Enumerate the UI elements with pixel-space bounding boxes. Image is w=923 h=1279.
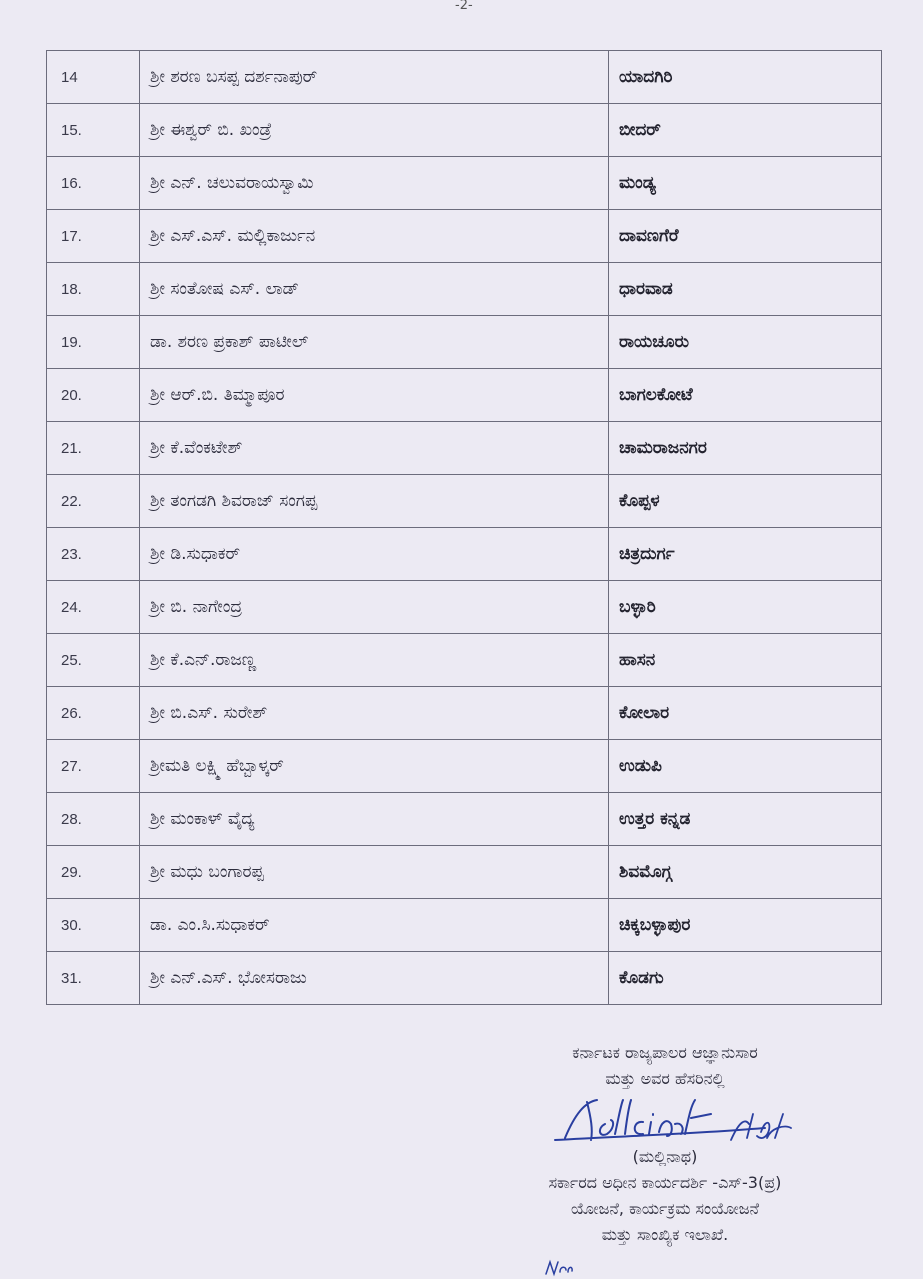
district-name: ಹಾಸನ xyxy=(609,634,882,687)
member-name: ಶ್ರೀ ಡಿ.ಸುಧಾಕರ್ xyxy=(140,528,609,581)
department-line-2: ಮತ್ತು ಸಾಂಖ್ಯಿಕ ಇಲಾಖೆ. xyxy=(601,1225,729,1244)
row-number: 16. xyxy=(47,157,140,210)
table-row xyxy=(47,475,882,528)
member-name: ಶ್ರೀ ಮಧು ಬಂಗಾರಪ್ಪ xyxy=(140,846,609,899)
department-line-1: ಯೋಜನೆ, ಕಾರ್ಯಕ್ರಮ ಸಂಯೋಜನೆ xyxy=(570,1199,760,1218)
district-name: ಬಾಗಲಕೋಟೆ xyxy=(609,369,882,422)
member-name: ಶ್ರೀ ಎಸ್.ಎಸ್. ಮಲ್ಲಿಕಾರ್ಜುನ xyxy=(140,210,609,263)
district-name: ಕೊಪ್ಪಳ xyxy=(609,475,882,528)
designation: ಸರ್ಕಾರದ ಅಧೀನ ಕಾರ್ಯದರ್ಶಿ -ಎಸ್-3(ಪ್ರ) xyxy=(548,1173,782,1192)
page-number: -2- xyxy=(455,0,473,13)
table-row xyxy=(47,369,882,422)
table-row xyxy=(47,528,882,581)
row-number: 18. xyxy=(47,263,140,316)
row-number: 14 xyxy=(47,51,140,104)
member-name: ಶ್ರೀ ಕೆ.ಎನ್.ರಾಜಣ್ಣ xyxy=(140,634,609,687)
row-number: 19. xyxy=(47,316,140,369)
member-name: ಶ್ರೀ ತಂಗಡಗಿ ಶಿವರಾಜ್ ಸಂಗಪ್ಪ xyxy=(140,475,609,528)
authority-line: ಕರ್ನಾಟಕ ರಾಜ್ಯಪಾಲರ ಆಜ್ಞಾನುಸಾರ xyxy=(572,1043,758,1062)
district-name: ರಾಯಚೂರು xyxy=(609,316,882,369)
table-row xyxy=(47,899,882,952)
handwritten-initials xyxy=(544,1258,574,1278)
district-name: ಮಂಡ್ಯ xyxy=(609,157,882,210)
district-name: ಚಾಮರಾಜನಗರ xyxy=(609,422,882,475)
member-name: ಶ್ರೀ ಆರ್.ಬಿ. ತಿಮ್ಮಾಪೂರ xyxy=(140,369,609,422)
row-number: 27. xyxy=(47,740,140,793)
member-name: ಶ್ರೀ ಮಂಕಾಳ್ ವೈದ್ಯ xyxy=(140,793,609,846)
member-name: ಶ್ರೀ ಎನ್.ಎಸ್. ಭೋಸರಾಜು xyxy=(140,952,609,1005)
district-name: ಧಾರವಾಡ xyxy=(609,263,882,316)
table-row xyxy=(47,104,882,157)
table-row xyxy=(47,581,882,634)
row-number: 24. xyxy=(47,581,140,634)
member-name: ಶ್ರೀಮತಿ ಲಕ್ಷ್ಮಿ ಹೆಬ್ಬಾಳ್ಕರ್ xyxy=(140,740,609,793)
member-name: ಶ್ರೀ ಕೆ.ವೆಂಕಟೇಶ್ xyxy=(140,422,609,475)
member-name: ಶ್ರೀ ಎನ್. ಚಲುವರಾಯಸ್ವಾಮಿ xyxy=(140,157,609,210)
table-row xyxy=(47,634,882,687)
table-row xyxy=(47,952,882,1005)
row-number: 20. xyxy=(47,369,140,422)
member-name: ಶ್ರೀ ಸಂತೋಷ ಎಸ್. ಲಾಡ್ xyxy=(140,263,609,316)
district-name: ಚಿಕ್ಕಬಳ್ಳಾಪುರ xyxy=(609,899,882,952)
table-row xyxy=(47,846,882,899)
member-name: ಡಾ. ಶರಣ ಪ್ರಕಾಶ್ ಪಾಟೀಲ್ xyxy=(140,316,609,369)
district-name: ಕೊಡಗು xyxy=(609,952,882,1005)
row-number: 23. xyxy=(47,528,140,581)
row-number: 22. xyxy=(47,475,140,528)
row-number: 25. xyxy=(47,634,140,687)
members-table-body xyxy=(47,51,882,1005)
table-row xyxy=(47,740,882,793)
table-row xyxy=(47,263,882,316)
members-table xyxy=(46,50,882,1005)
row-number: 28. xyxy=(47,793,140,846)
row-number: 15. xyxy=(47,104,140,157)
row-number: 17. xyxy=(47,210,140,263)
district-name: ಉತ್ತರ ಕನ್ನಡ xyxy=(609,793,882,846)
row-number: 21. xyxy=(47,422,140,475)
table-row xyxy=(47,422,882,475)
signatory-name: (ಮಲ್ಲಿನಾಥ) xyxy=(632,1147,698,1166)
authority-line-2: ಮತ್ತು ಅವರ ಹೆಸರಿನಲ್ಲಿ xyxy=(605,1069,725,1088)
signature-block xyxy=(430,1040,900,1248)
member-name: ಶ್ರೀ ಶರಣ ಬಸಪ್ಪ ದರ್ಶನಾಪುರ್ xyxy=(140,51,609,104)
table-row xyxy=(47,687,882,740)
member-name: ಶ್ರೀ ಬಿ. ನಾಗೇಂದ್ರ xyxy=(140,581,609,634)
member-name: ಶ್ರೀ ಬಿ.ಎಸ್. ಸುರೇಶ್ xyxy=(140,687,609,740)
member-name: ಡಾ. ಎಂ.ಸಿ.ಸುಧಾಕರ್ xyxy=(140,899,609,952)
district-name: ಕೋಲಾರ xyxy=(609,687,882,740)
district-name: ಚಿತ್ರದುರ್ಗ xyxy=(609,528,882,581)
row-number: 29. xyxy=(47,846,140,899)
table-row xyxy=(47,793,882,846)
district-name: ಶಿವಮೊಗ್ಗ xyxy=(609,846,882,899)
district-name: ಉಡುಪಿ xyxy=(609,740,882,793)
table-row xyxy=(47,51,882,104)
district-name: ಯಾದಗಿರಿ xyxy=(609,51,882,104)
district-name: ದಾವಣಗೆರೆ xyxy=(609,210,882,263)
table-row xyxy=(47,316,882,369)
row-number: 31. xyxy=(47,952,140,1005)
table-row xyxy=(47,210,882,263)
district-name: ಬಳ್ಳಾರಿ xyxy=(609,581,882,634)
handwritten-signature xyxy=(535,1094,795,1144)
member-name: ಶ್ರೀ ಈಶ್ವರ್ ಬಿ. ಖಂಡ್ರೆ xyxy=(140,104,609,157)
district-name: ಬೀದರ್ xyxy=(609,104,882,157)
row-number: 30. xyxy=(47,899,140,952)
row-number: 26. xyxy=(47,687,140,740)
table-row xyxy=(47,157,882,210)
